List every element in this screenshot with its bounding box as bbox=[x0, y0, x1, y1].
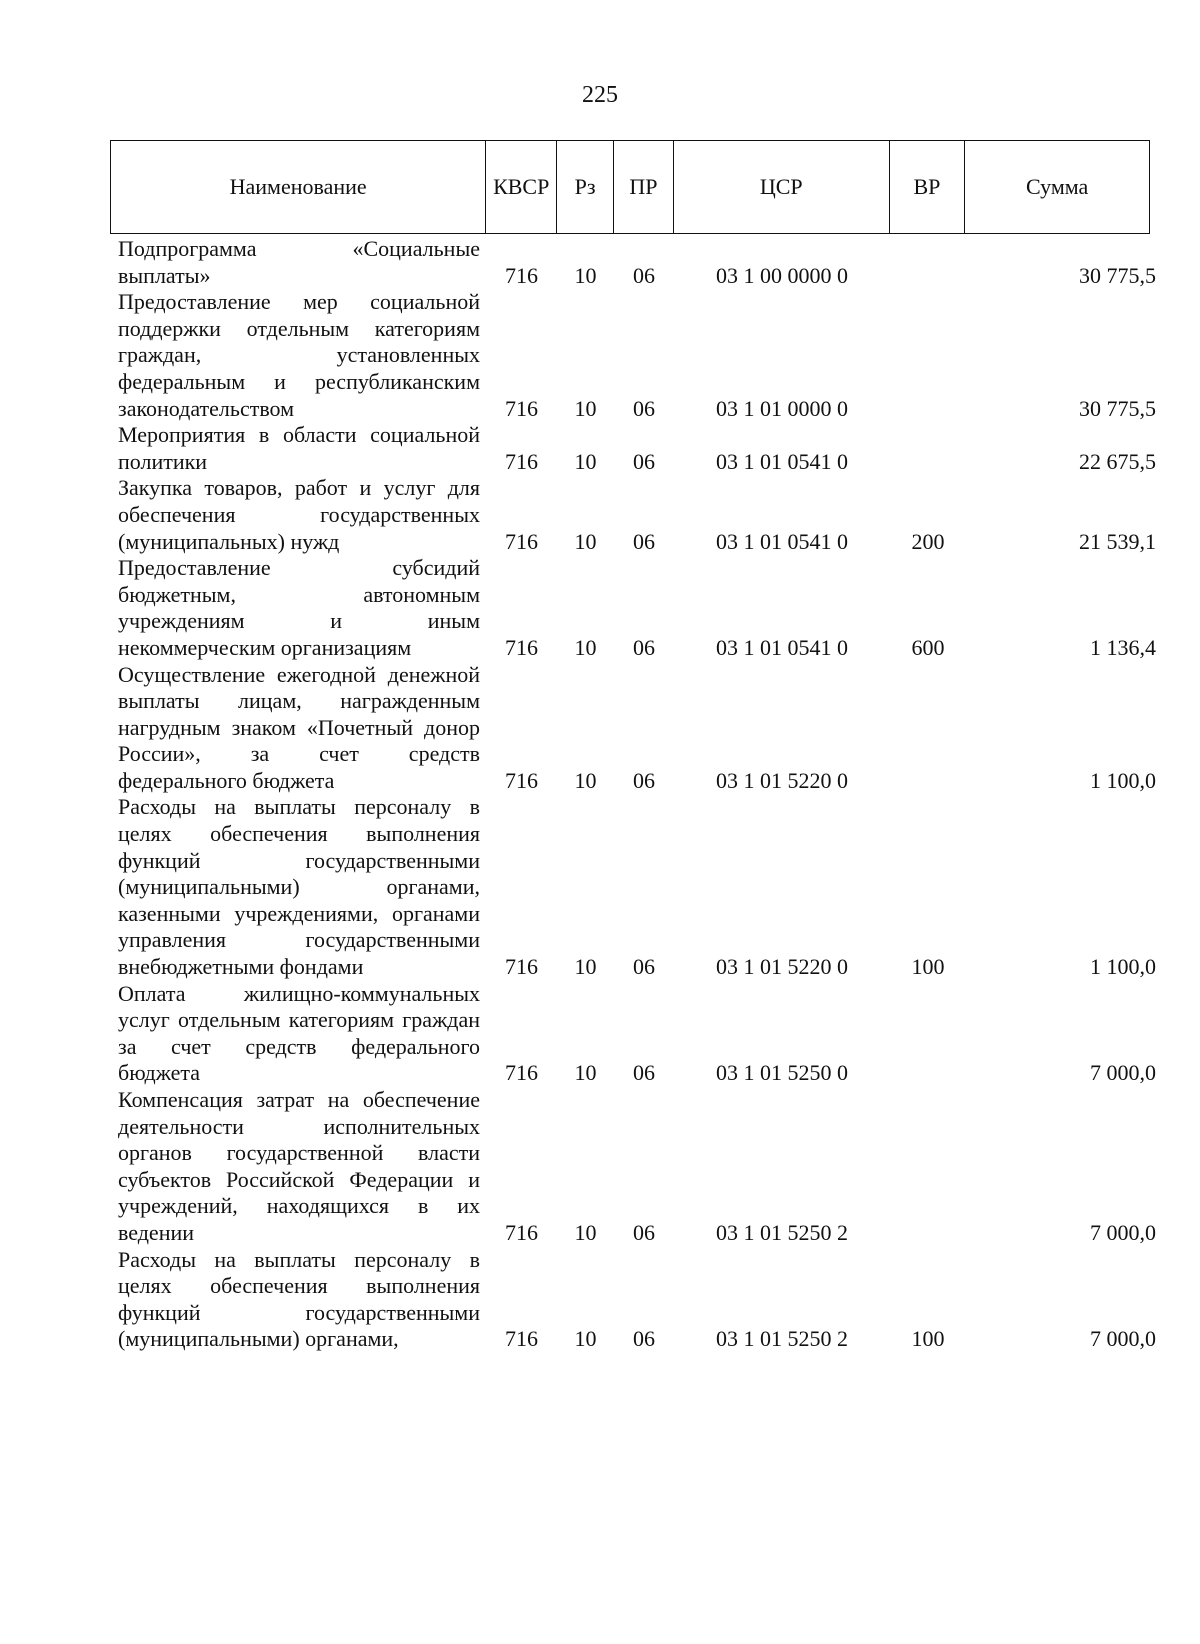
row-name: Подпрограмма «Социальные выплаты» bbox=[118, 236, 480, 288]
row-csr: 03 1 01 0000 0 bbox=[716, 395, 848, 421]
table-row bbox=[110, 289, 1170, 422]
table-body bbox=[110, 236, 1170, 1353]
row-kvsr: 716 bbox=[505, 1219, 538, 1245]
row-rz: 10 bbox=[574, 262, 597, 288]
row-sum: 1 100,0 bbox=[1090, 767, 1156, 793]
row-sum: 1 100,0 bbox=[1090, 954, 1156, 980]
header-kvsr: КВСР bbox=[486, 141, 557, 233]
header-csr: ЦСР bbox=[674, 141, 890, 233]
row-sum: 22 675,5 bbox=[1079, 448, 1156, 474]
row-pr: 06 bbox=[633, 262, 655, 288]
row-kvsr: 716 bbox=[505, 528, 538, 554]
row-rz: 10 bbox=[574, 395, 597, 421]
header-vr: ВР bbox=[890, 141, 966, 233]
row-name: Расходы на выплаты персоналу в целях обеспечения выполнения функций государственными (муниципальными) органами, казенными учреждениями, органами управления государственными внебюджетными фондами bbox=[118, 794, 480, 980]
table-row bbox=[110, 662, 1170, 795]
table-row bbox=[110, 475, 1170, 555]
header-name: Наименование bbox=[111, 141, 486, 233]
row-pr: 06 bbox=[633, 395, 655, 421]
row-name: Мероприятия в области социальной политики bbox=[118, 422, 480, 474]
row-kvsr: 716 bbox=[505, 448, 538, 474]
row-csr: 03 1 01 5220 0 bbox=[716, 767, 848, 793]
row-sum: 7 000,0 bbox=[1090, 1060, 1156, 1086]
row-vr: 100 bbox=[911, 1326, 945, 1352]
header-rz: Рз bbox=[557, 141, 614, 233]
table-row bbox=[110, 794, 1170, 980]
row-kvsr: 716 bbox=[505, 954, 538, 980]
row-kvsr: 716 bbox=[505, 395, 538, 421]
row-kvsr: 716 bbox=[505, 262, 538, 288]
row-csr: 03 1 01 0541 0 bbox=[716, 634, 848, 660]
row-name: Компенсация затрат на обеспечение деятельности исполнительных органов государственной власти субъектов Российской Федерации и учреждений, находящихся в их ведении bbox=[118, 1087, 480, 1245]
row-rz: 10 bbox=[574, 448, 597, 474]
table-row bbox=[110, 422, 1170, 475]
row-name: Закупка товаров, работ и услуг для обеспечения государственных (муниципальных) нужд bbox=[118, 475, 480, 554]
row-csr: 03 1 01 0541 0 bbox=[716, 528, 848, 554]
row-sum: 7 000,0 bbox=[1090, 1326, 1156, 1352]
table-row bbox=[110, 981, 1170, 1087]
row-csr: 03 1 01 5250 2 bbox=[716, 1219, 848, 1245]
row-csr: 03 1 01 5250 2 bbox=[716, 1326, 848, 1352]
table-header bbox=[110, 140, 1150, 234]
row-sum: 1 136,4 bbox=[1090, 634, 1156, 660]
row-kvsr: 716 bbox=[505, 767, 538, 793]
row-pr: 06 bbox=[633, 634, 655, 660]
row-sum: 21 539,1 bbox=[1079, 528, 1156, 554]
row-name: Расходы на выплаты персоналу в целях обеспечения выполнения функций государственными (муниципальными) органами, bbox=[118, 1246, 480, 1352]
row-pr: 06 bbox=[633, 767, 655, 793]
row-csr: 03 1 00 0000 0 bbox=[716, 262, 848, 288]
table-row bbox=[110, 555, 1170, 661]
row-pr: 06 bbox=[633, 954, 655, 980]
row-vr: 100 bbox=[911, 954, 945, 980]
row-pr: 06 bbox=[633, 1326, 655, 1352]
row-rz: 10 bbox=[574, 528, 597, 554]
row-vr: 200 bbox=[911, 528, 945, 554]
row-kvsr: 716 bbox=[505, 634, 538, 660]
row-rz: 10 bbox=[574, 954, 597, 980]
row-sum: 30 775,5 bbox=[1079, 262, 1156, 288]
row-pr: 06 bbox=[633, 448, 655, 474]
row-rz: 10 bbox=[574, 1060, 597, 1086]
row-pr: 06 bbox=[633, 528, 655, 554]
row-csr: 03 1 01 5220 0 bbox=[716, 954, 848, 980]
table-row bbox=[110, 1087, 1170, 1247]
row-name: Предоставление субсидий бюджетным, автономным учреждениям и иным некоммерческим организациям bbox=[118, 555, 480, 660]
row-csr: 03 1 01 0541 0 bbox=[716, 448, 848, 474]
table-row bbox=[110, 236, 1170, 289]
row-csr: 03 1 01 5250 0 bbox=[716, 1060, 848, 1086]
header-sum: Сумма bbox=[1026, 174, 1089, 199]
row-rz: 10 bbox=[574, 634, 597, 660]
row-name: Оплата жилищно-коммунальных услуг отдельным категориям граждан за счет средств федерального бюджета bbox=[118, 980, 480, 1086]
row-kvsr: 716 bbox=[505, 1060, 538, 1086]
row-rz: 10 bbox=[574, 1219, 597, 1245]
row-name: Осуществление ежегодной денежной выплаты лицам, награжденным нагрудным знаком «Почетный донор России», за счет средств федерального бюджета bbox=[118, 661, 480, 793]
row-sum: 30 775,5 bbox=[1079, 395, 1156, 421]
header-pr: ПР bbox=[614, 141, 674, 233]
row-name: Предоставление мер социальной поддержки отдельным категориям граждан, установленных федеральным и республиканским законодательством bbox=[118, 289, 480, 421]
page-number: 225 bbox=[582, 82, 618, 108]
row-rz: 10 bbox=[574, 767, 597, 793]
row-sum: 7 000,0 bbox=[1090, 1219, 1156, 1245]
row-rz: 10 bbox=[574, 1326, 597, 1352]
table-row bbox=[110, 1247, 1170, 1353]
row-pr: 06 bbox=[633, 1060, 655, 1086]
row-pr: 06 bbox=[633, 1219, 655, 1245]
row-vr: 600 bbox=[911, 634, 945, 660]
row-kvsr: 716 bbox=[505, 1326, 538, 1352]
